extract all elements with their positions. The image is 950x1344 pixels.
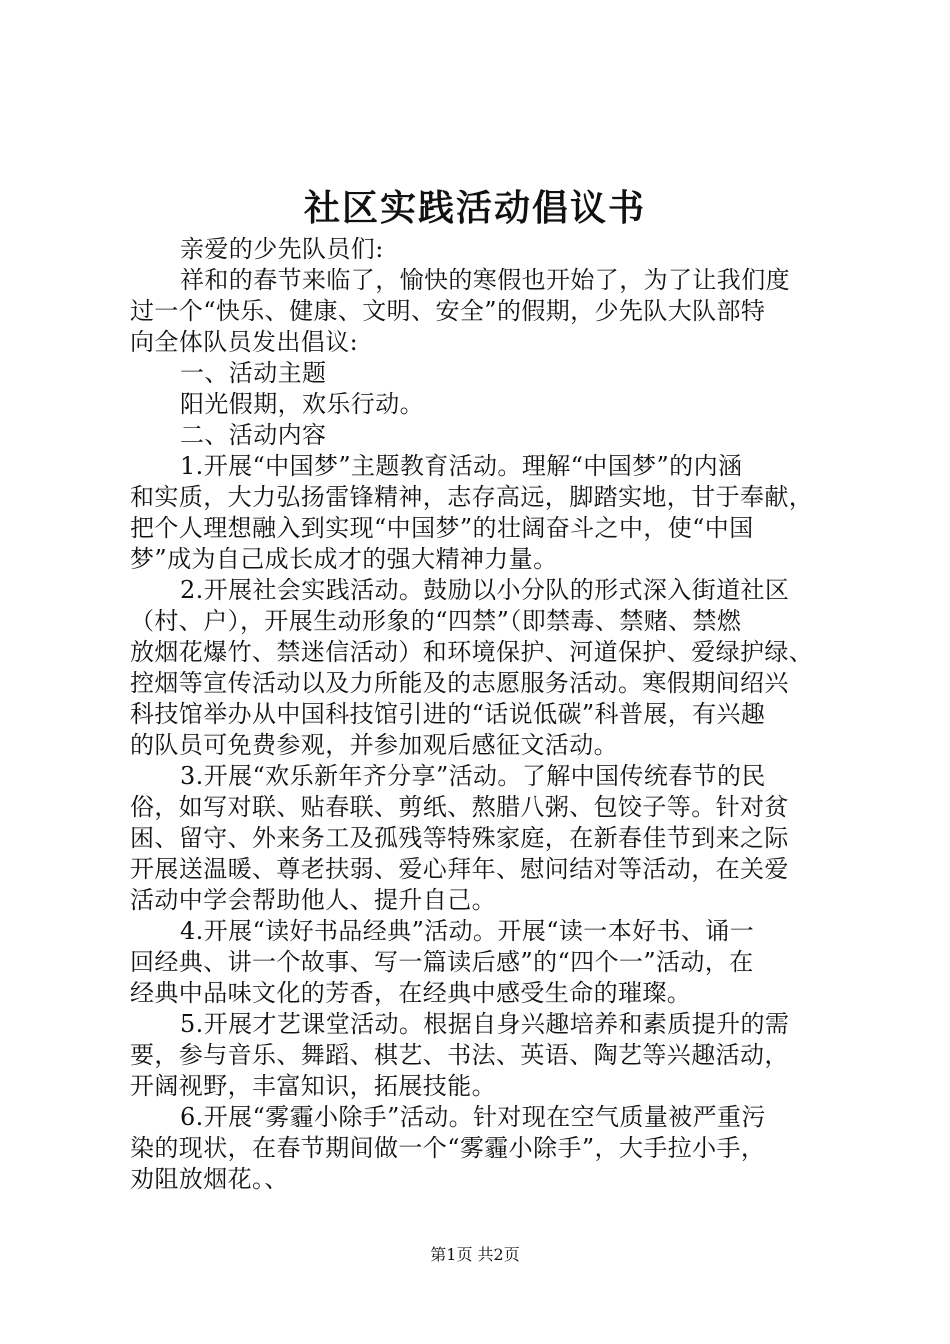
text-line: 梦”成为自己成长成才的强大精神力量。 (130, 545, 558, 573)
text-line: 困、留守、外来务工及孤残等特殊家庭，在新春佳节到来之际 (130, 824, 789, 852)
text-line: 控烟等宣传活动以及力所能及的志愿服务活动。寒假期间绍兴 (130, 669, 789, 697)
text-line: 4.开展“读好书品经典”活动。开展“读一本好书、诵一 (180, 917, 755, 945)
text-line: 要，参与音乐、舞蹈、棋艺、书法、英语、陶艺等兴趣活动， (130, 1041, 789, 1069)
document-title: 社区实践活动倡议书 (303, 187, 646, 229)
text-line: 5.开展才艺课堂活动。根据自身兴趣培养和素质提升的需 (180, 1010, 790, 1038)
text-line: 的队员可免费参观，并参加观后感征文活动。 (130, 731, 618, 759)
text-line: 祥和的春节来临了，愉快的寒假也开始了，为了让我们度 (180, 266, 790, 294)
text-line: 把个人理想融入到实现“中国梦”的壮阔奋斗之中，使“中国 (130, 514, 754, 542)
text-line: 科技馆举办从中国科技馆引进的“话说低碳”科普展，有兴趣 (130, 700, 766, 728)
text-line: 俗，如写对联、贴春联、剪纸、熬腊八粥、包饺子等。针对贫 (130, 793, 789, 821)
text-line: 过一个“快乐、健康、文明、安全”的假期，少先队大队部特 (130, 297, 766, 325)
text-line: 一、活动主题 (180, 359, 327, 387)
text-line: 向全体队员发出倡议: (130, 328, 359, 356)
text-line: 3.开展“欢乐新年齐分享”活动。了解中国传统春节的民 (180, 762, 766, 790)
text-line: 开阔视野，丰富知识，拓展技能。 (130, 1072, 496, 1100)
text-line: 劝阻放烟花。、 (130, 1165, 289, 1193)
text-line: 6.开展“雾霾小除手”活动。针对现在空气质量被严重污 (180, 1103, 766, 1131)
text-line: 亲爱的少先队员们: (180, 235, 384, 263)
document-body (130, 234, 830, 1195)
text-line: 2.开展社会实践活动。鼓励以小分队的形式深入街道社区 (180, 576, 790, 604)
text-line: 染的现状，在春节期间做一个“雾霾小除手”，大手拉小手， (130, 1134, 766, 1162)
page-footer: 第1页 共2页 (430, 1245, 520, 1264)
text-line: 和实质，大力弘扬雷锋精神，志存高远，脚踏实地，甘于奉献， (130, 483, 814, 511)
text-line: 放烟花爆竹、禁迷信活动）和环境保护、河道保护、爱绿护绿、 (130, 638, 814, 666)
text-line: 阳光假期，欢乐行动。 (180, 390, 424, 418)
text-line: 1.开展“中国梦”主题教育活动。理解“中国梦”的内涵 (180, 452, 743, 480)
text-line: （村、户），开展生动形象的“四禁”（即禁毒、禁赌、禁燃 (130, 607, 742, 635)
text-line: 活动中学会帮助他人、提升自己。 (130, 886, 496, 914)
text-line: 回经典、讲一个故事、写一篇读后感”的“四个一”活动，在 (130, 948, 754, 976)
text-line: 经典中品味文化的芳香，在经典中感受生命的璀璨。 (130, 979, 692, 1007)
text-line: 二、活动内容 (180, 421, 327, 449)
text-line: 开展送温暖、尊老扶弱、爱心拜年、慰问结对等活动，在关爱 (130, 855, 789, 883)
